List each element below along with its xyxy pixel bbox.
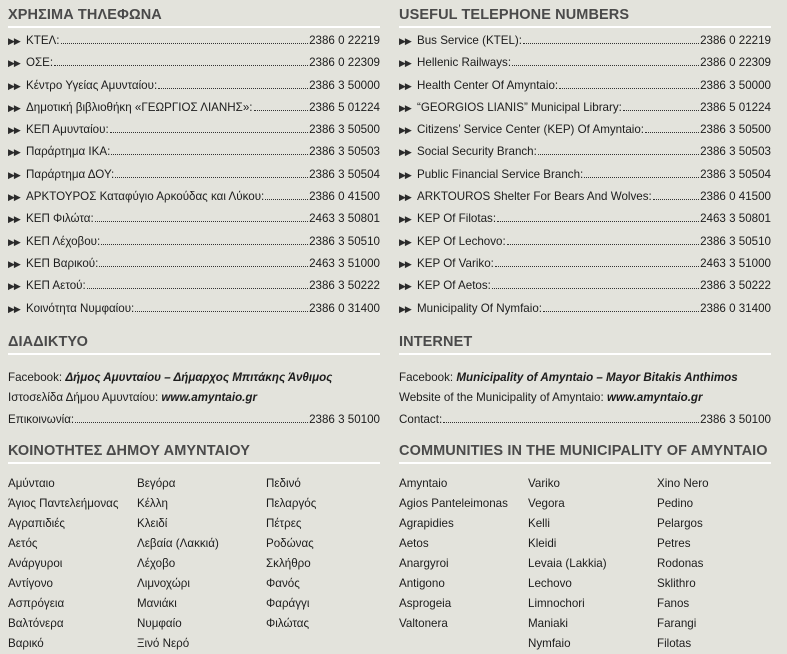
community-item: Μανιάκι <box>137 596 177 610</box>
double-arrow-icon: ▶▶ <box>8 36 20 46</box>
community-item: Λιμνοχώρι <box>137 576 190 590</box>
website-link[interactable]: www.amyntaio.gr <box>606 390 703 404</box>
internet-heading-greek: ΔΙΑΔΙΚΤΥΟ <box>8 334 380 355</box>
community-item: Kelli <box>528 516 550 530</box>
communities-column <box>528 474 657 654</box>
community-item: Pelargos <box>657 516 703 530</box>
phone-row: ▶▶ ΚΕΠ Φιλώτα: 2463 3 50801 <box>8 212 380 226</box>
website-link[interactable]: www.amyntaio.gr <box>161 390 257 404</box>
double-arrow-icon: ▶▶ <box>8 147 20 158</box>
phone-row: ▶▶ KEP Of Variko: 2463 3 51000 <box>399 256 771 270</box>
communities-heading-greek: ΚΟΙΝΟΤΗΤΕΣ ΔΗΜΟΥ ΑΜΥΝΤΑΙΟΥ <box>8 443 380 464</box>
phone-row: ▶▶ ΚΤΕΛ: 2386 0 22219 <box>8 34 380 47</box>
double-arrow-icon: ▶▶ <box>8 58 20 69</box>
double-arrow-icon: ▶▶ <box>399 281 411 292</box>
phone-row: ▶▶ Παράρτημα ΔΟΥ: 2386 3 50504 <box>8 167 380 181</box>
communities-column <box>399 474 528 654</box>
community-item: Anargyroi <box>399 556 449 570</box>
phone-row: ▶▶ KEP Of Filotas: 2463 3 50801 <box>399 212 771 226</box>
community-item: Agios Panteleimonas <box>399 496 508 510</box>
double-arrow-icon: ▶▶ <box>8 214 20 225</box>
community-item: Maniaki <box>528 616 568 630</box>
double-arrow-icon: ▶▶ <box>399 192 411 203</box>
double-arrow-icon: ▶▶ <box>8 169 20 180</box>
contact-line: Επικοινωνία: 2386 3 50100 <box>8 412 380 426</box>
phone-row: ▶▶ ΑΡΚΤΟΥΡΟΣ Καταφύγιο Αρκούδας και Λύκου: 2386 0 41500 <box>8 190 380 204</box>
phone-row: ▶▶ Παράρτημα ΙΚΑ: 2386 3 50503 <box>8 145 380 159</box>
community-item: Lechovo <box>528 576 572 590</box>
double-arrow-icon: ▶▶ <box>399 236 411 247</box>
community-item: Antigono <box>399 576 445 590</box>
communities-english <box>399 474 771 654</box>
community-item: Aetos <box>399 536 429 550</box>
community-item: Φαράγγι <box>266 596 310 610</box>
double-arrow-icon: ▶▶ <box>399 125 411 136</box>
phone-row: ▶▶ ΚΕΠ Λέχοβου: 2386 3 50510 <box>8 234 380 248</box>
community-item: Λέχοβο <box>137 556 176 570</box>
internet-info-greek <box>8 371 380 431</box>
double-arrow-icon: ▶▶ <box>399 303 411 314</box>
double-arrow-icon: ▶▶ <box>399 169 411 180</box>
phone-row: ▶▶ KEP Of Lechovo: 2386 3 50510 <box>399 234 771 248</box>
communities-column <box>657 474 771 654</box>
double-arrow-icon: ▶▶ <box>8 192 20 203</box>
community-item: Vegora <box>528 496 565 510</box>
community-item: Fanos <box>657 596 690 610</box>
phone-row: ▶▶ ΚΕΠ Βαρικού: 2463 3 51000 <box>8 256 380 270</box>
community-item: Sklithro <box>657 576 696 590</box>
community-item: Πελαργός <box>266 496 317 510</box>
community-item: Φιλώτας <box>266 616 310 630</box>
double-arrow-icon: ▶▶ <box>399 36 411 46</box>
double-arrow-icon: ▶▶ <box>8 236 20 247</box>
double-arrow-icon: ▶▶ <box>399 80 411 91</box>
double-arrow-icon: ▶▶ <box>399 214 411 225</box>
community-item: Rodonas <box>657 556 704 570</box>
community-item: Filotas <box>657 636 692 650</box>
community-item: Βαλτόνερα <box>8 616 64 630</box>
double-arrow-icon: ▶▶ <box>399 58 411 69</box>
facebook-page: Municipality of Amyntaio – Mayor Bitakis Anthimos <box>456 370 738 384</box>
double-arrow-icon: ▶▶ <box>8 303 20 314</box>
community-item: Pedino <box>657 496 694 510</box>
community-item: Kleidi <box>528 536 557 550</box>
phones-heading-english: USEFUL TELEPHONE NUMBERS <box>399 7 771 28</box>
community-item: Πεδινό <box>266 476 301 490</box>
website-line: Website of the Municipality of Amyntaio: www.amyntaio.gr <box>399 390 703 404</box>
contact-line: Contact: 2386 3 50100 <box>399 412 771 426</box>
double-arrow-icon: ▶▶ <box>399 258 411 269</box>
community-item: Βαρικό <box>8 636 44 650</box>
community-item: Αντίγονο <box>8 576 53 590</box>
community-item: Levaia (Lakkia) <box>528 556 607 570</box>
double-arrow-icon: ▶▶ <box>8 125 20 136</box>
phones-list-greek <box>8 32 380 322</box>
internet-info-english <box>399 371 771 431</box>
phone-row: ▶▶ ΚΕΠ Αμυνταίου: 2386 3 50500 <box>8 123 380 137</box>
communities-greek <box>8 474 380 654</box>
phone-row: ▶▶ KEP Of Aetos: 2386 3 50222 <box>399 279 771 293</box>
community-item: Amyntaio <box>399 476 448 490</box>
community-item: Farangi <box>657 616 697 630</box>
english-column <box>399 0 771 654</box>
community-item: Petres <box>657 536 691 550</box>
community-item: Ροδώνας <box>266 536 314 550</box>
community-item: Asprogeia <box>399 596 452 610</box>
community-item: Λεβαία (Λακκιά) <box>137 536 219 550</box>
community-item: Φανός <box>266 576 300 590</box>
double-arrow-icon: ▶▶ <box>399 102 411 113</box>
community-item: Αετός <box>8 536 38 550</box>
communities-heading-english: COMMUNITIES IN THE MUNICIPALITY OF AMYNTAIO <box>399 443 771 464</box>
community-item: Ανάργυροι <box>8 556 63 570</box>
double-arrow-icon: ▶▶ <box>8 80 20 91</box>
communities-column <box>8 474 137 654</box>
double-arrow-icon: ▶▶ <box>8 281 20 292</box>
community-item: Πέτρες <box>266 516 302 530</box>
phone-row: ▶▶ Δημοτική βιβλιοθήκη «ΓΕΩΡΓΙΟΣ ΛΙΑΝΗΣ»: 2386 5 01224 <box>8 100 380 114</box>
phone-row: ▶▶ Municipality Of Nymfaio: 2386 0 31400 <box>399 301 771 315</box>
community-item: Valtonera <box>399 616 448 630</box>
facebook-line: Facebook: Δήμος Αμυνταίου – Δήμαρχος Μπιτάκης Άνθιμος <box>8 370 333 384</box>
community-item: Αμύνταιο <box>8 476 55 490</box>
community-item: Βεγόρα <box>137 476 176 490</box>
community-item: Άγιος Παντελεήμονας <box>8 496 119 510</box>
phone-row: ▶▶ “GEORGIOS LIANIS” Municipal Library: 2386 5 01224 <box>399 100 771 114</box>
internet-heading-english: INTERNET <box>399 334 771 355</box>
double-arrow-icon: ▶▶ <box>399 147 411 158</box>
community-item: Nymfaio <box>528 636 571 650</box>
phone-row: ▶▶ ΚΕΠ Αετού: 2386 3 50222 <box>8 279 380 293</box>
phone-row: ▶▶ Κέντρο Υγείας Αμυνταίου: 2386 3 50000 <box>8 78 380 92</box>
phone-row: ▶▶ Κοινότητα Νυμφαίου: 2386 0 31400 <box>8 301 380 315</box>
phone-row: ▶▶ ΟΣΕ: 2386 0 22309 <box>8 56 380 70</box>
phone-row: ▶▶ Citizens’ Service Center (KEP) Of Amyntaio: 2386 3 50500 <box>399 123 771 137</box>
community-item: Νυμφαίο <box>137 616 182 630</box>
phone-row: ▶▶ Social Security Branch: 2386 3 50503 <box>399 145 771 159</box>
facebook-line: Facebook: Municipality of Amyntaio – Mayor Bitakis Anthimos <box>399 370 738 384</box>
website-line: Ιστοσελίδα Δήμου Αμυνταίου: www.amyntaio.gr <box>8 390 257 404</box>
communities-column <box>137 474 266 654</box>
phone-row: ▶▶ Hellenic Railways: 2386 0 22309 <box>399 56 771 70</box>
phone-row: ▶▶ Health Center Of Amyntaio: 2386 3 50000 <box>399 78 771 92</box>
double-arrow-icon: ▶▶ <box>8 258 20 269</box>
community-item: Variko <box>528 476 561 490</box>
community-item: Αγραπιδιές <box>8 516 65 530</box>
community-item: Agrapidies <box>399 516 454 530</box>
community-item: Xino Nero <box>657 476 709 490</box>
community-item: Σκλήθρο <box>266 556 311 570</box>
phones-list-english <box>399 32 771 322</box>
community-item: Κλειδί <box>137 516 168 530</box>
community-item: Ξινό Νερό <box>137 636 190 650</box>
facebook-page: Δήμος Αμυνταίου – Δήμαρχος Μπιτάκης Άνθιμος <box>65 370 333 384</box>
greek-column <box>8 0 380 654</box>
phone-row: ▶▶ ARKTOUROS Shelter For Bears And Wolves: 2386 0 41500 <box>399 190 771 204</box>
community-item: Κέλλη <box>137 496 168 510</box>
phones-heading-greek: ΧΡΗΣΙΜΑ ΤΗΛΕΦΩΝΑ <box>8 7 380 28</box>
communities-column <box>266 474 380 654</box>
phone-row: ▶▶ Bus Service (KTEL): 2386 0 22219 <box>399 34 771 47</box>
community-item: Limnochori <box>528 596 585 610</box>
community-item: Ασπρόγεια <box>8 596 65 610</box>
phone-row: ▶▶ Public Financial Service Branch: 2386 3 50504 <box>399 167 771 181</box>
double-arrow-icon: ▶▶ <box>8 102 20 113</box>
